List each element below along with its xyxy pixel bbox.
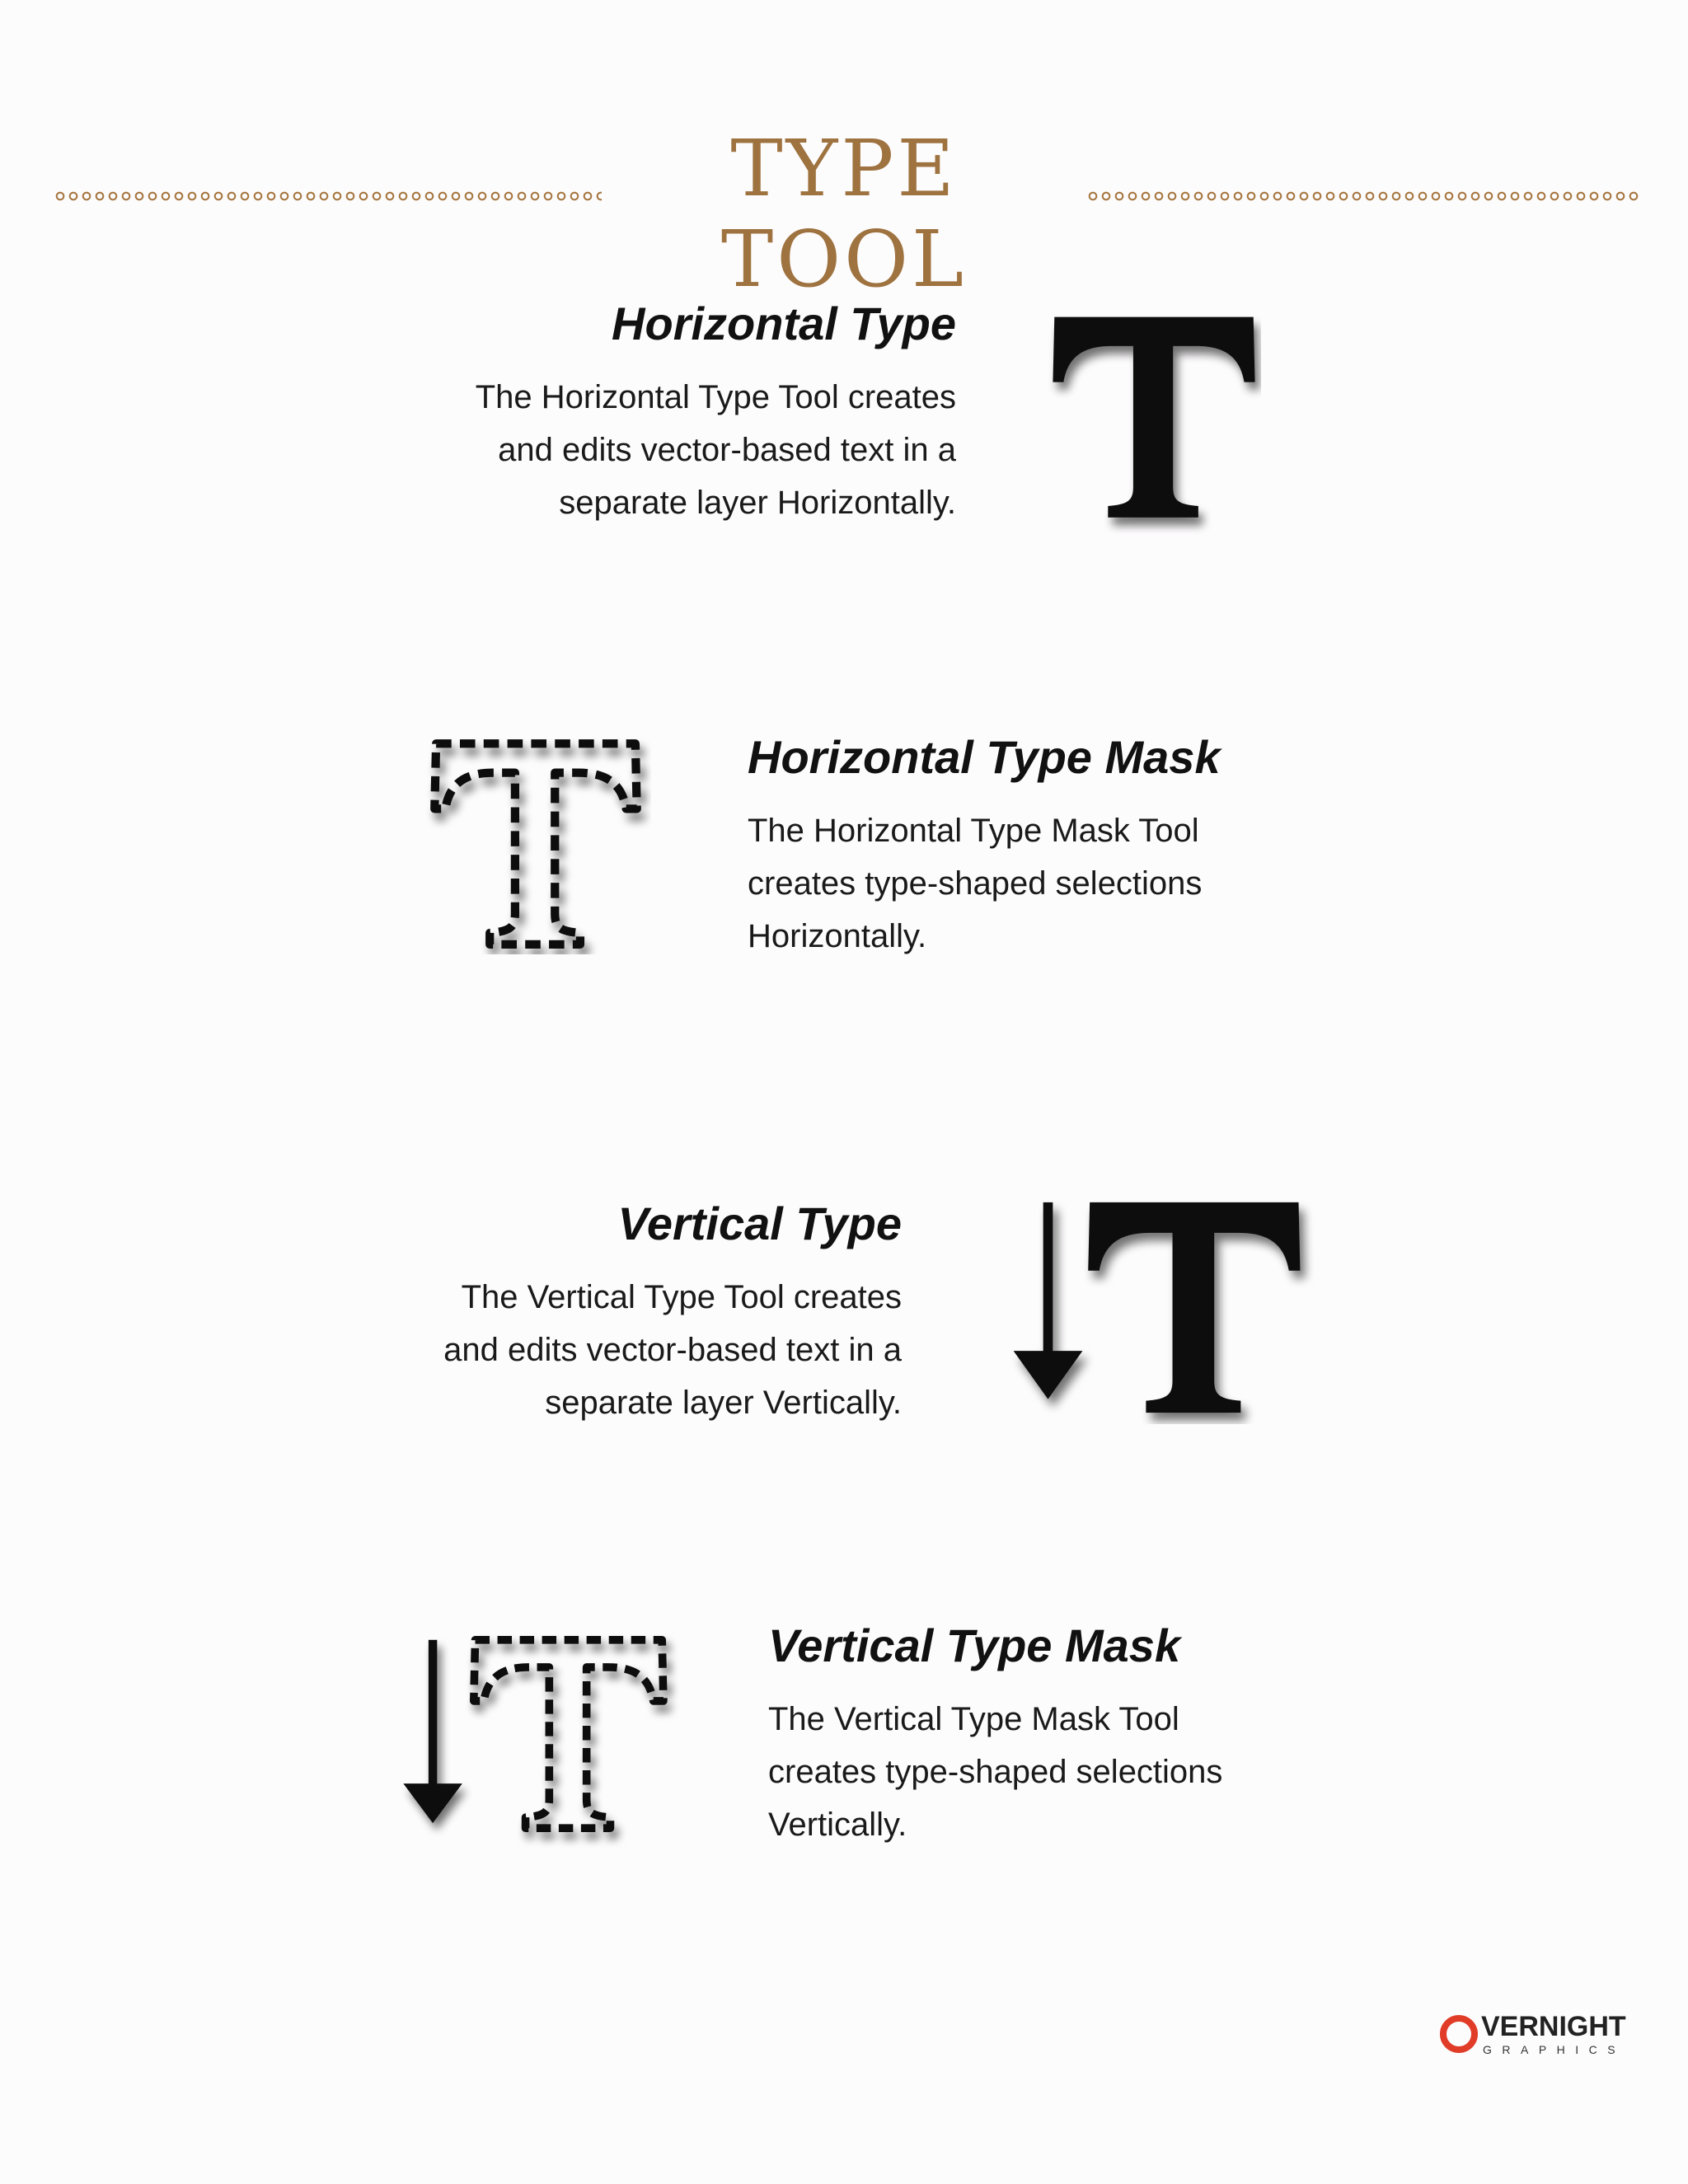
page-header (0, 124, 1688, 305)
vertical-type-mask-t-icon (400, 1624, 680, 1850)
dotted-rule-right (1086, 190, 1639, 203)
description-line: The Horizontal Type Mask Tool (748, 813, 1199, 849)
dotted-rule-left (54, 190, 602, 203)
description-line: creates type-shaped selections (748, 865, 1203, 902)
section-vertical-type (288, 1195, 902, 1429)
type-mask-t-icon (420, 736, 651, 954)
description-line: separate layer Vertically. (545, 1385, 902, 1421)
description-line: and edits vector-based text in a (443, 1332, 902, 1368)
section-description (748, 804, 1325, 963)
page-title: TYPE TOOL (720, 124, 968, 305)
description-line: The Horizontal Type Tool creates (475, 379, 956, 415)
overnight-graphics-logo (1438, 2011, 1644, 2060)
section-description (346, 371, 956, 529)
section-title: Horizontal Type (612, 298, 956, 349)
description-line: Vertically. (768, 1807, 907, 1843)
description-line: separate layer Horizontally. (559, 485, 956, 521)
type-t-icon (1047, 301, 1261, 540)
description-line: The Vertical Type Tool creates (461, 1279, 902, 1315)
section-vertical-type-mask (768, 1617, 1345, 1851)
svg-text:VERNIGHT: VERNIGHT (1481, 2011, 1626, 2042)
section-title: Horizontal Type Mask (748, 731, 1221, 783)
section-title: Vertical Type (617, 1197, 902, 1249)
section-description (288, 1271, 902, 1429)
vertical-type-t-icon (1001, 1193, 1315, 1424)
description-line: The Vertical Type Mask Tool (768, 1701, 1179, 1737)
logo-mark (1438, 2011, 1644, 2060)
description-line: Horizontally. (748, 918, 927, 954)
section-horizontal-type (346, 295, 956, 529)
section-title: Vertical Type Mask (768, 1619, 1181, 1671)
svg-text:GRAPHICS: GRAPHICS (1483, 2043, 1626, 2056)
description-line: and edits vector-based text in a (498, 432, 956, 468)
section-description (768, 1693, 1345, 1851)
section-horizontal-type-mask (748, 729, 1325, 963)
description-line: creates type-shaped selections (768, 1754, 1223, 1790)
